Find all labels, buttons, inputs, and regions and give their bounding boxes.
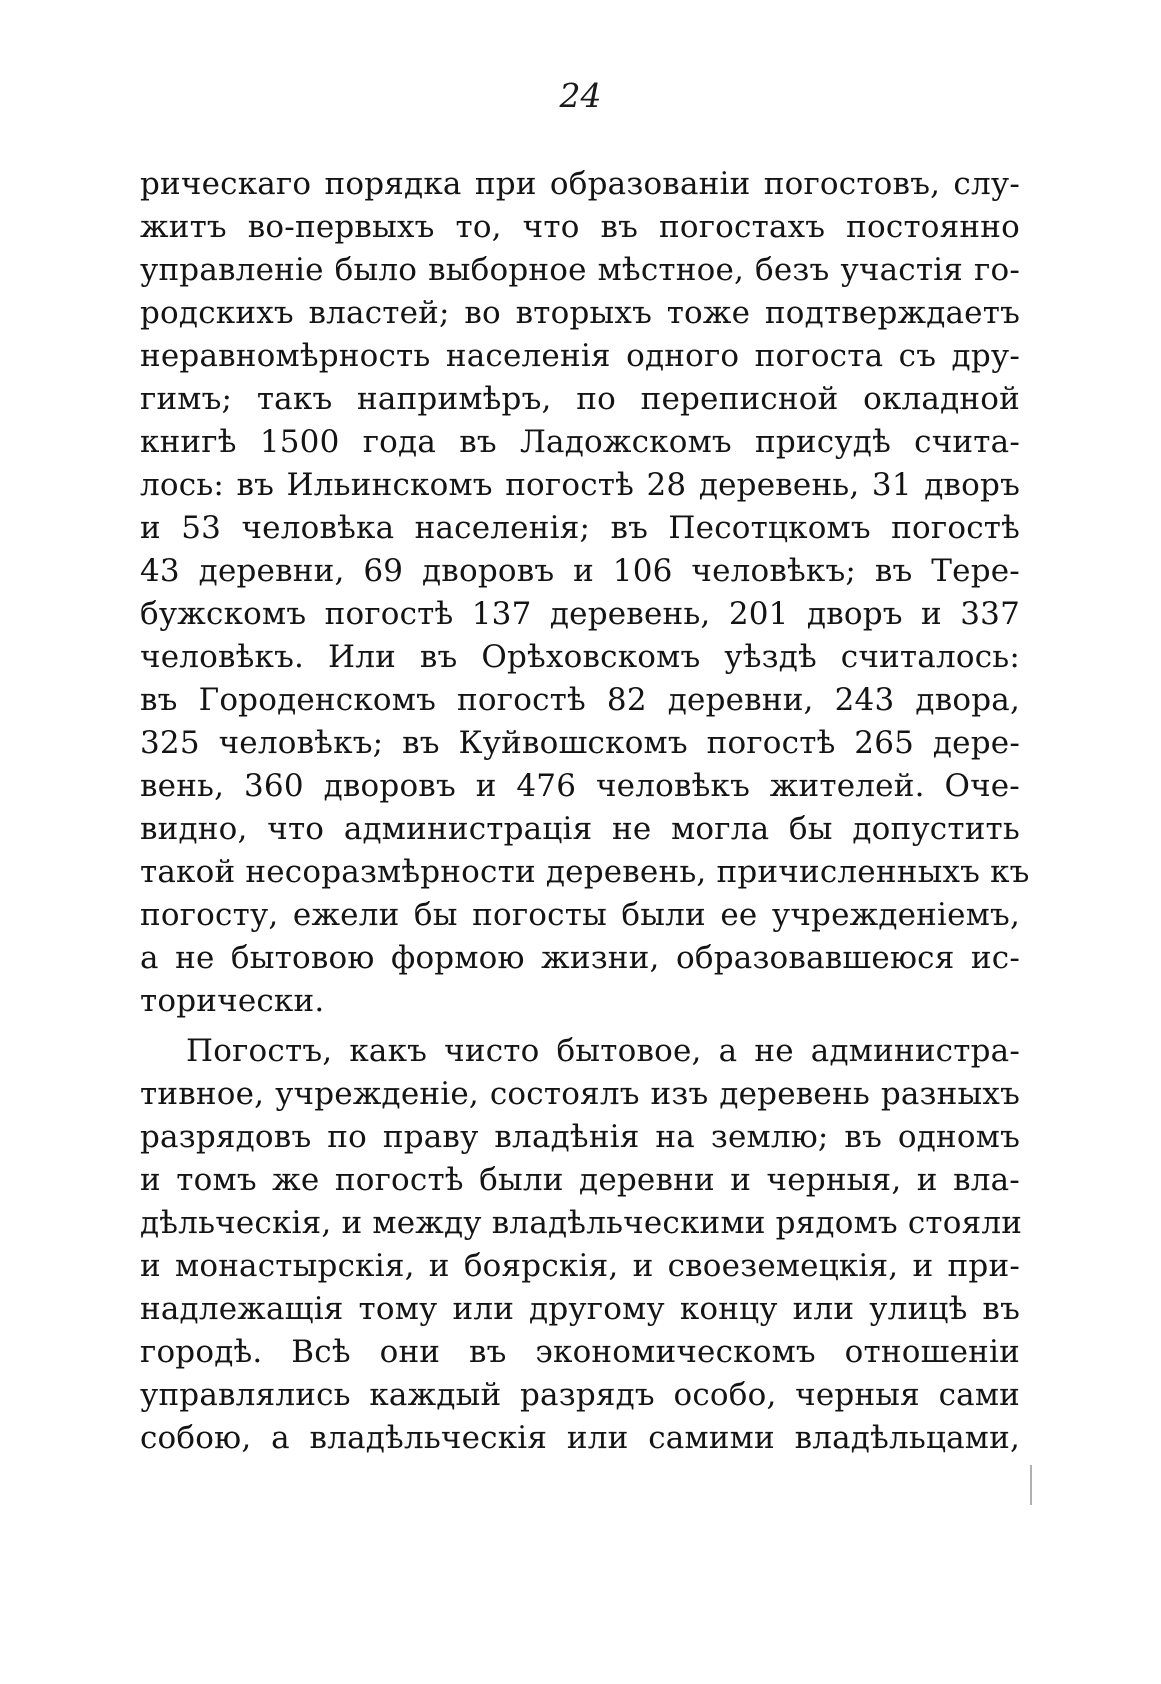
text-line: бужскомъ погостѣ 137 деревень, 201 дворъ и 337 <box>140 596 1020 632</box>
text-line: Погостъ, какъ чисто бытовое, а не администра- <box>186 1033 1020 1069</box>
text-line: лось: въ Ильинскомъ погостѣ 28 деревень, 31 дворъ <box>140 467 1020 503</box>
text-line: городѣ. Всѣ они въ экономическомъ отношеніи <box>140 1334 1020 1370</box>
text-line: родскихъ властей; во вторыхъ тоже подтверждаетъ <box>140 295 1020 331</box>
text-line: неравномѣрность населенія одного погоста съ дру- <box>140 338 1020 374</box>
text-line: рическаго порядка при образованіи погостовъ, слу- <box>140 166 1020 202</box>
text-line: разрядовъ по праву владѣнія на землю; въ одномъ <box>140 1119 1020 1155</box>
text-line: дѣльческія, и между владѣльческими рядомъ стояли <box>140 1205 1023 1241</box>
text-line: управлялись каждый разрядъ особо, черныя сами <box>140 1377 1020 1413</box>
text-line: собою, а владѣльческія или самими владѣльцами, <box>140 1420 1020 1456</box>
text-line: такой несоразмѣрности деревень, причисленныхъ къ <box>140 854 1030 890</box>
text-line: надлежащія тому или другому концу или улицѣ въ <box>140 1291 1020 1327</box>
text-line: въ Городенскомъ погостѣ 82 деревни, 243 двора, <box>140 682 1020 718</box>
text-line: управленіе было выборное мѣстное, безъ участія го- <box>140 252 1020 288</box>
text-line: 43 деревни, 69 дворовъ и 106 человѣкъ; въ Тере- <box>140 553 1020 589</box>
text-line: и томъ же погостѣ были деревни и черныя, и вла- <box>140 1162 1020 1198</box>
text-line: житъ во-первыхъ то, что въ погостахъ постоянно <box>140 209 1020 245</box>
text-line: видно, что администрація не могла бы допустить <box>140 811 1020 847</box>
text-line: и 53 человѣка населенія; въ Песотцкомъ погостѣ <box>140 510 1020 546</box>
text-line: тивное, учрежденіе, состоялъ изъ деревень разныхъ <box>140 1076 1020 1112</box>
text-line: человѣкъ. Или въ Орѣховскомъ уѣздѣ считалось: <box>140 639 1020 675</box>
margin-mark <box>1030 1465 1032 1505</box>
page-number: 24 <box>559 76 602 115</box>
text-line: погосту, ежели бы погосты были ее учрежденіемъ, <box>140 897 1020 933</box>
text-line: гимъ; такъ напримѣръ, по переписной окладной <box>140 381 1020 417</box>
text-line: и монастырскія, и боярскія, и своеземецкія, и при- <box>140 1248 1020 1284</box>
text-line: торически. <box>140 983 325 1019</box>
text-line: 325 человѣкъ; въ Куйвошскомъ погостѣ 265 дере- <box>140 725 1020 761</box>
text-line: книгѣ 1500 года въ Ладожскомъ присудѣ счита- <box>140 424 1020 460</box>
text-line: вень, 360 дворовъ и 476 человѣкъ жителей. Оче- <box>140 768 1020 804</box>
text-line: а не бытовою формою жизни, образовавшеюся ис- <box>140 940 1020 976</box>
